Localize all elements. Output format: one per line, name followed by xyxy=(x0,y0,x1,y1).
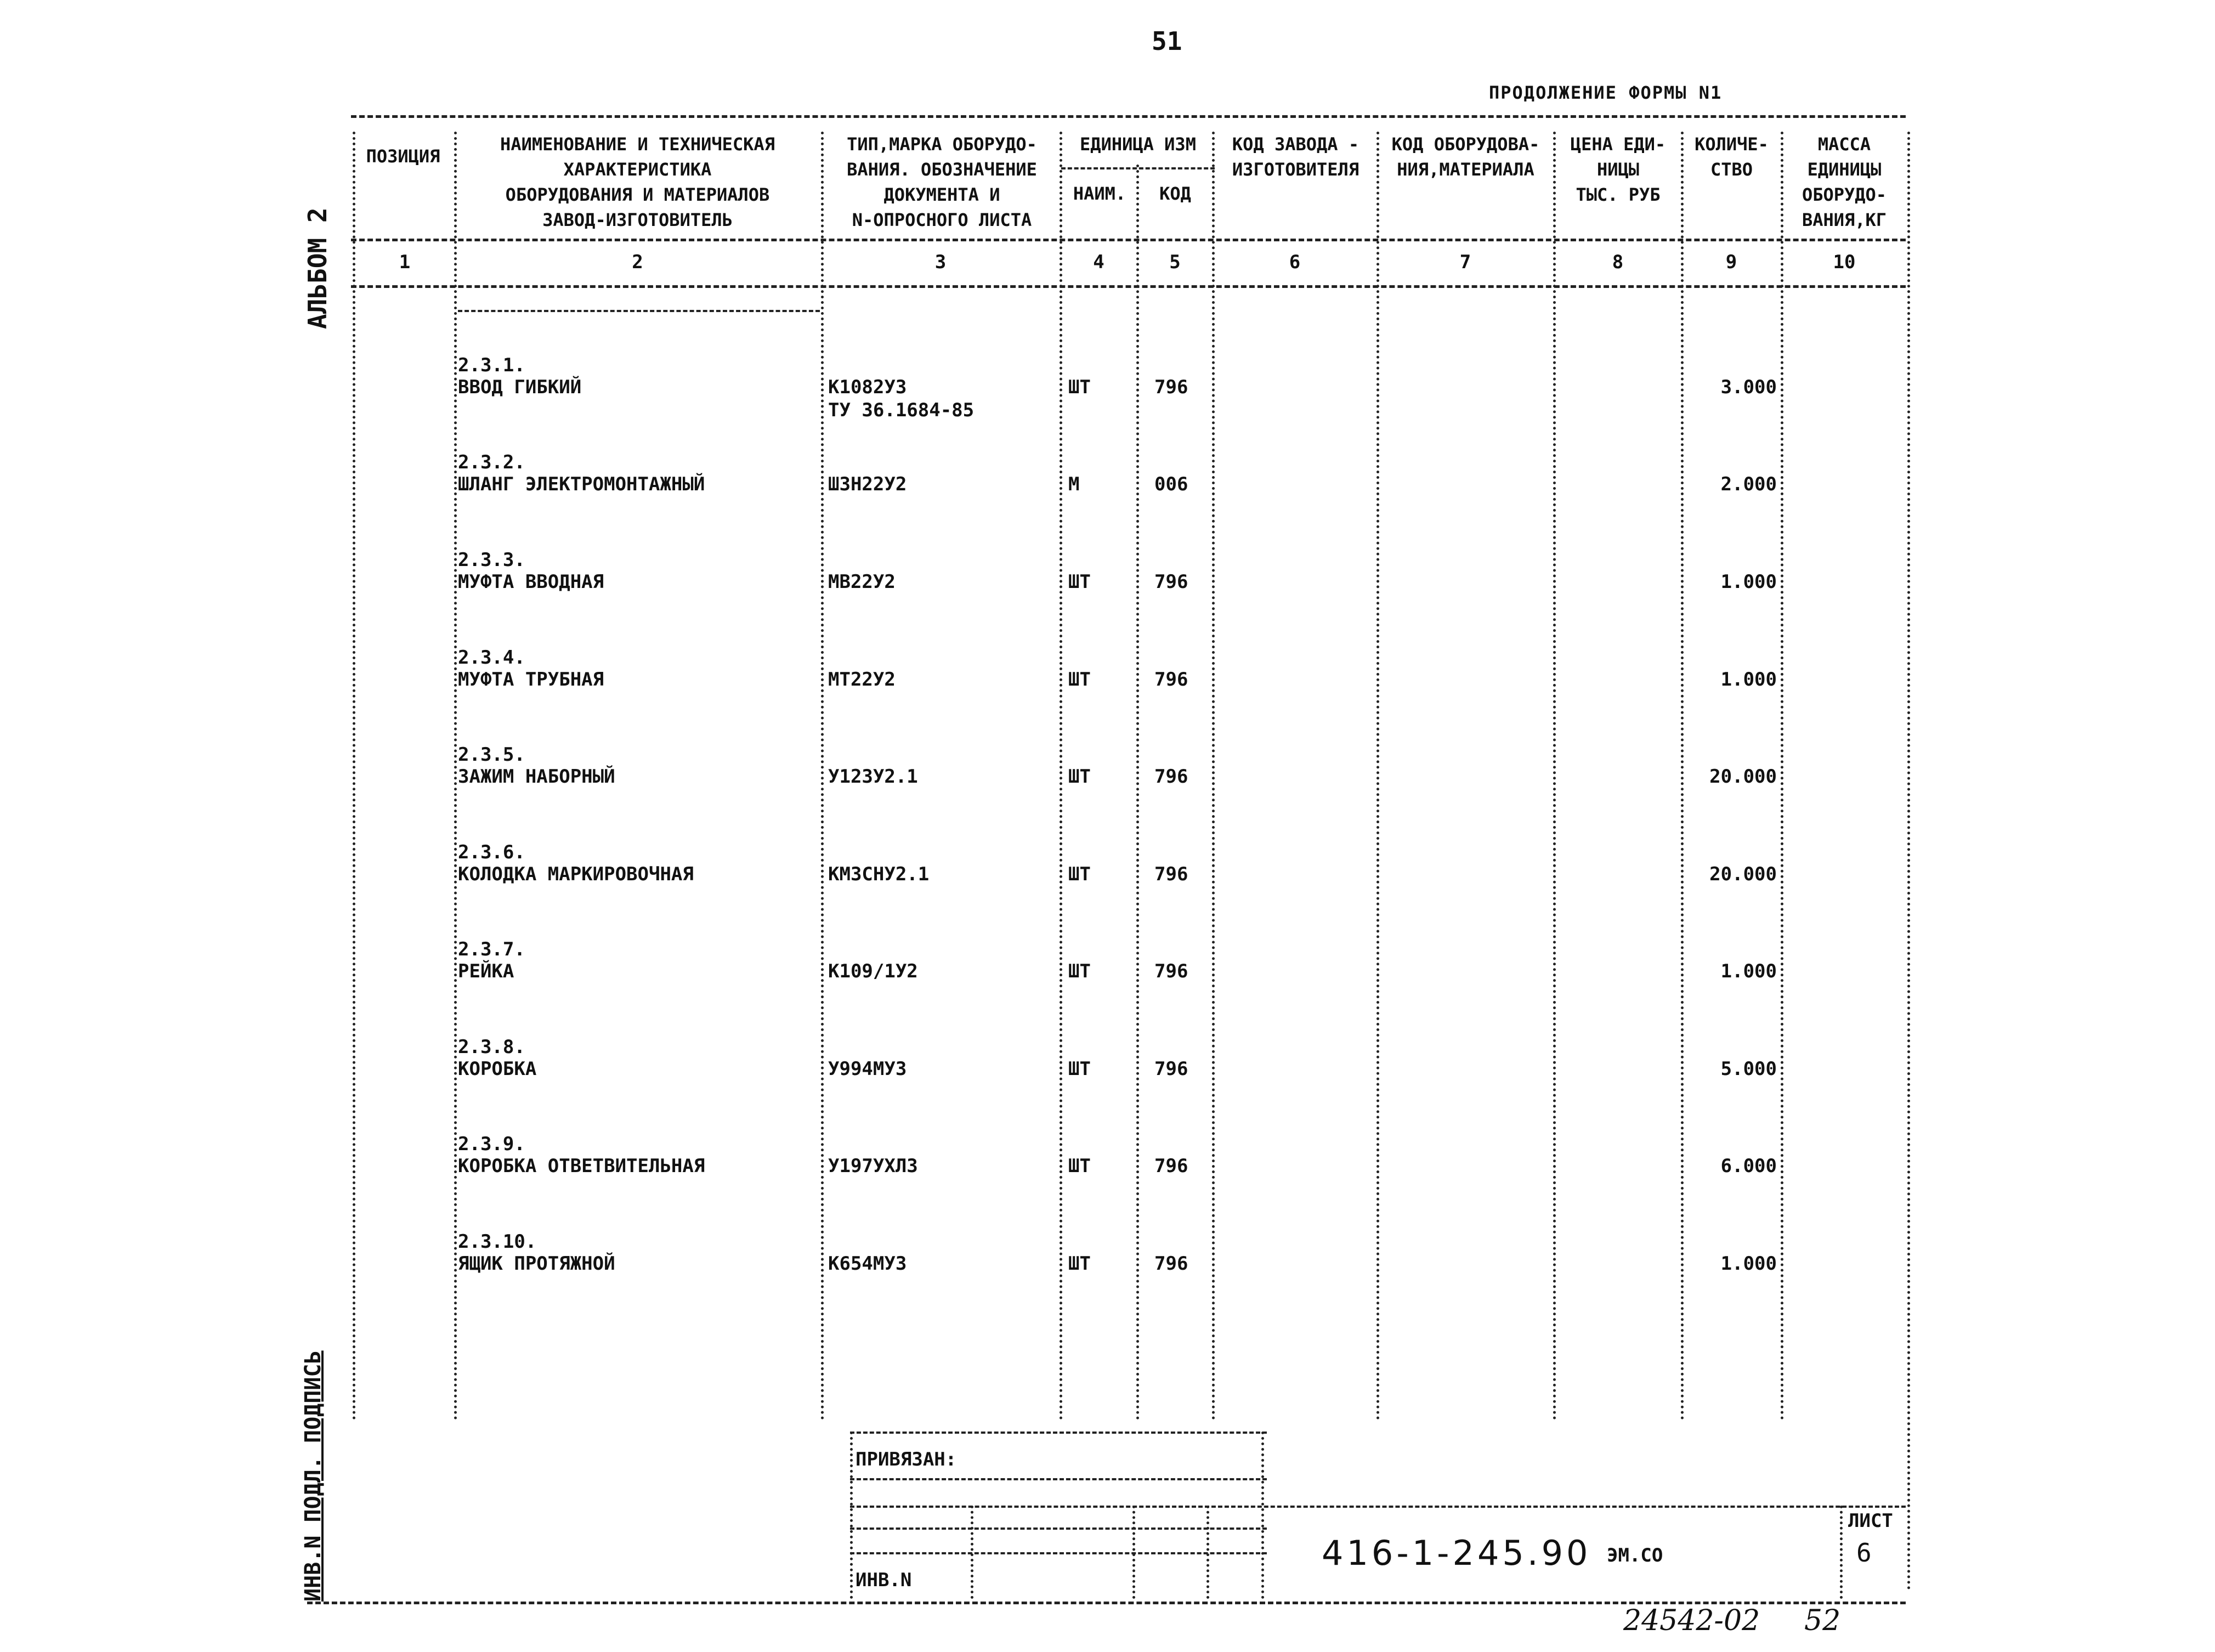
row-unit-code: 006 xyxy=(1154,473,1188,495)
row-position: 2.3.7. xyxy=(458,938,525,960)
header-unit: ЕДИНИЦА ИЗМ xyxy=(1080,134,1196,155)
row-unit-code: 796 xyxy=(1154,669,1188,691)
album-label: АЛЬБОМ 2 xyxy=(303,207,332,329)
row-name: МУФТА ВВОДНАЯ xyxy=(458,571,604,593)
header-equipment-code: КОД ОБОРУДОВА- НИЯ,МАТЕРИАЛА xyxy=(1391,134,1540,180)
column-number-6: 6 xyxy=(1289,251,1301,273)
row-unit-code: 796 xyxy=(1154,376,1188,398)
column-number-8: 8 xyxy=(1612,251,1624,273)
row-position: 2.3.9. xyxy=(458,1133,525,1155)
header-position: ПОЗИЦИЯ xyxy=(366,146,440,167)
row-name: ШЛАНГ ЭЛЕКТРОМОНТАЖНЫЙ xyxy=(458,473,705,495)
document-mark: ЭМ.СО xyxy=(1607,1544,1663,1566)
column-number-10: 10 xyxy=(1833,251,1856,273)
row-type: У123У2.1 xyxy=(828,766,918,788)
column-number-5: 5 xyxy=(1169,251,1181,273)
sheet-number: 6 xyxy=(1856,1538,1872,1568)
row-unit-code: 796 xyxy=(1154,571,1188,593)
row-name: МУФТА ТРУБНАЯ xyxy=(458,669,604,691)
row-name: КОРОБКА ОТВЕТВИТЕЛЬНАЯ xyxy=(458,1155,705,1177)
row-position: 2.3.4. xyxy=(458,647,525,669)
side-stamp-label: ИНВ.N ПОДЛ. ПОДПИСЬ xyxy=(301,1350,326,1602)
row-type: К109/1У2 xyxy=(828,960,918,982)
header-quantity: КОЛИЧЕ- СТВО xyxy=(1695,134,1769,180)
row-type: У197УХЛ3 xyxy=(828,1155,918,1177)
row-name: КОЛОДКА МАРКИРОВОЧНАЯ xyxy=(458,863,694,885)
archive-number: 24542-02 xyxy=(1623,1604,1760,1637)
row-quantity: 1.000 xyxy=(1720,669,1777,691)
row-position: 2.3.1. xyxy=(458,354,525,376)
row-quantity: 1.000 xyxy=(1720,960,1777,982)
row-type: У994МУ3 xyxy=(828,1058,907,1080)
row-unit: ШТ xyxy=(1068,669,1091,691)
row-unit-code: 796 xyxy=(1154,1253,1188,1275)
row-type-document: ТУ 36.1684-85 xyxy=(828,399,975,421)
row-quantity: 1.000 xyxy=(1720,571,1777,593)
row-quantity: 6.000 xyxy=(1720,1155,1777,1177)
row-quantity: 20.000 xyxy=(1709,766,1777,788)
row-type: МВ22У2 xyxy=(828,571,896,593)
row-position: 2.3.5. xyxy=(458,744,525,766)
handwritten-page-number: 52 xyxy=(1804,1604,1841,1637)
column-number-7: 7 xyxy=(1459,251,1471,273)
column-number-9: 9 xyxy=(1725,251,1737,273)
row-unit-code: 796 xyxy=(1154,766,1188,788)
row-unit: М xyxy=(1068,473,1080,495)
row-name: ЯЩИК ПРОТЯЖНОЙ xyxy=(458,1253,615,1275)
row-name: ЗАЖИМ НАБОРНЫЙ xyxy=(458,766,615,788)
row-quantity: 5.000 xyxy=(1720,1058,1777,1080)
row-unit: ШТ xyxy=(1068,1253,1091,1275)
bound-label: ПРИВЯЗАН: xyxy=(856,1449,957,1470)
column-number-3: 3 xyxy=(934,251,947,273)
row-name: ВВОД ГИБКИЙ xyxy=(458,376,582,398)
row-unit: ШТ xyxy=(1068,376,1091,398)
row-unit-code: 796 xyxy=(1154,863,1188,885)
row-unit: ШТ xyxy=(1068,863,1091,885)
header-price: ЦЕНА ЕДИ- НИЦЫ ТЫС. РУБ xyxy=(1570,134,1666,205)
header-type: ТИП,МАРКА ОБОРУДО- ВАНИЯ. ОБОЗНАЧЕНИЕ ДОКУМЕНТА И N-ОПРОСНОГО ЛИСТА xyxy=(847,134,1037,230)
row-unit: ШТ xyxy=(1068,1155,1091,1177)
row-type: МТ22У2 xyxy=(828,669,896,691)
column-number-1: 1 xyxy=(399,251,411,273)
row-quantity: 3.000 xyxy=(1720,376,1777,398)
document-code: 416-1-245.90 xyxy=(1322,1533,1591,1573)
row-unit: ШТ xyxy=(1068,571,1091,593)
header-name: НАИМЕНОВАНИЕ И ТЕХНИЧЕСКАЯ ХАРАКТЕРИСТИКА ОБОРУДОВАНИЯ И МАТЕРИАЛОВ ЗАВОД-ИЗГОТОВИТЕЛЬ xyxy=(500,134,775,230)
row-type: К654МУ3 xyxy=(828,1253,907,1275)
row-name: КОРОБКА xyxy=(458,1058,537,1080)
row-unit-code: 796 xyxy=(1154,1058,1188,1080)
row-type: Ш3Н22У2 xyxy=(828,473,907,495)
inventory-label: ИНВ.N xyxy=(856,1569,912,1591)
row-position: 2.3.8. xyxy=(458,1036,525,1058)
row-quantity: 1.000 xyxy=(1720,1253,1777,1275)
form-continuation-title: ПРОДОЛЖЕНИЕ ФОРМЫ N1 xyxy=(1489,82,1723,103)
header-unit-code: КОД xyxy=(1159,183,1191,204)
header-plant-code: КОД ЗАВОДА - ИЗГОТОВИТЕЛЯ xyxy=(1232,134,1359,180)
row-name: РЕЙКА xyxy=(458,960,514,982)
column-number-2: 2 xyxy=(632,251,643,273)
header-unit-name: НАИМ. xyxy=(1073,183,1126,204)
column-number-4: 4 xyxy=(1093,251,1104,273)
row-quantity: 20.000 xyxy=(1709,863,1777,885)
row-unit-code: 796 xyxy=(1154,960,1188,982)
row-unit-code: 796 xyxy=(1154,1155,1188,1177)
row-position: 2.3.3. xyxy=(458,549,525,571)
row-position: 2.3.6. xyxy=(458,841,525,863)
row-type: К1082У3 xyxy=(828,376,907,398)
sheet-label: ЛИСТ xyxy=(1848,1510,1893,1532)
row-unit: ШТ xyxy=(1068,1058,1091,1080)
row-unit: ШТ xyxy=(1068,960,1091,982)
page-number: 51 xyxy=(1152,26,1182,56)
row-type: КМ3СНУ2.1 xyxy=(828,863,930,885)
row-position: 2.3.2. xyxy=(458,451,525,473)
header-mass: МАССА ЕДИНИЦЫ ОБОРУДО- ВАНИЯ,КГ xyxy=(1802,134,1887,230)
row-quantity: 2.000 xyxy=(1720,473,1777,495)
row-position: 2.3.10. xyxy=(458,1231,537,1253)
row-unit: ШТ xyxy=(1068,766,1091,788)
